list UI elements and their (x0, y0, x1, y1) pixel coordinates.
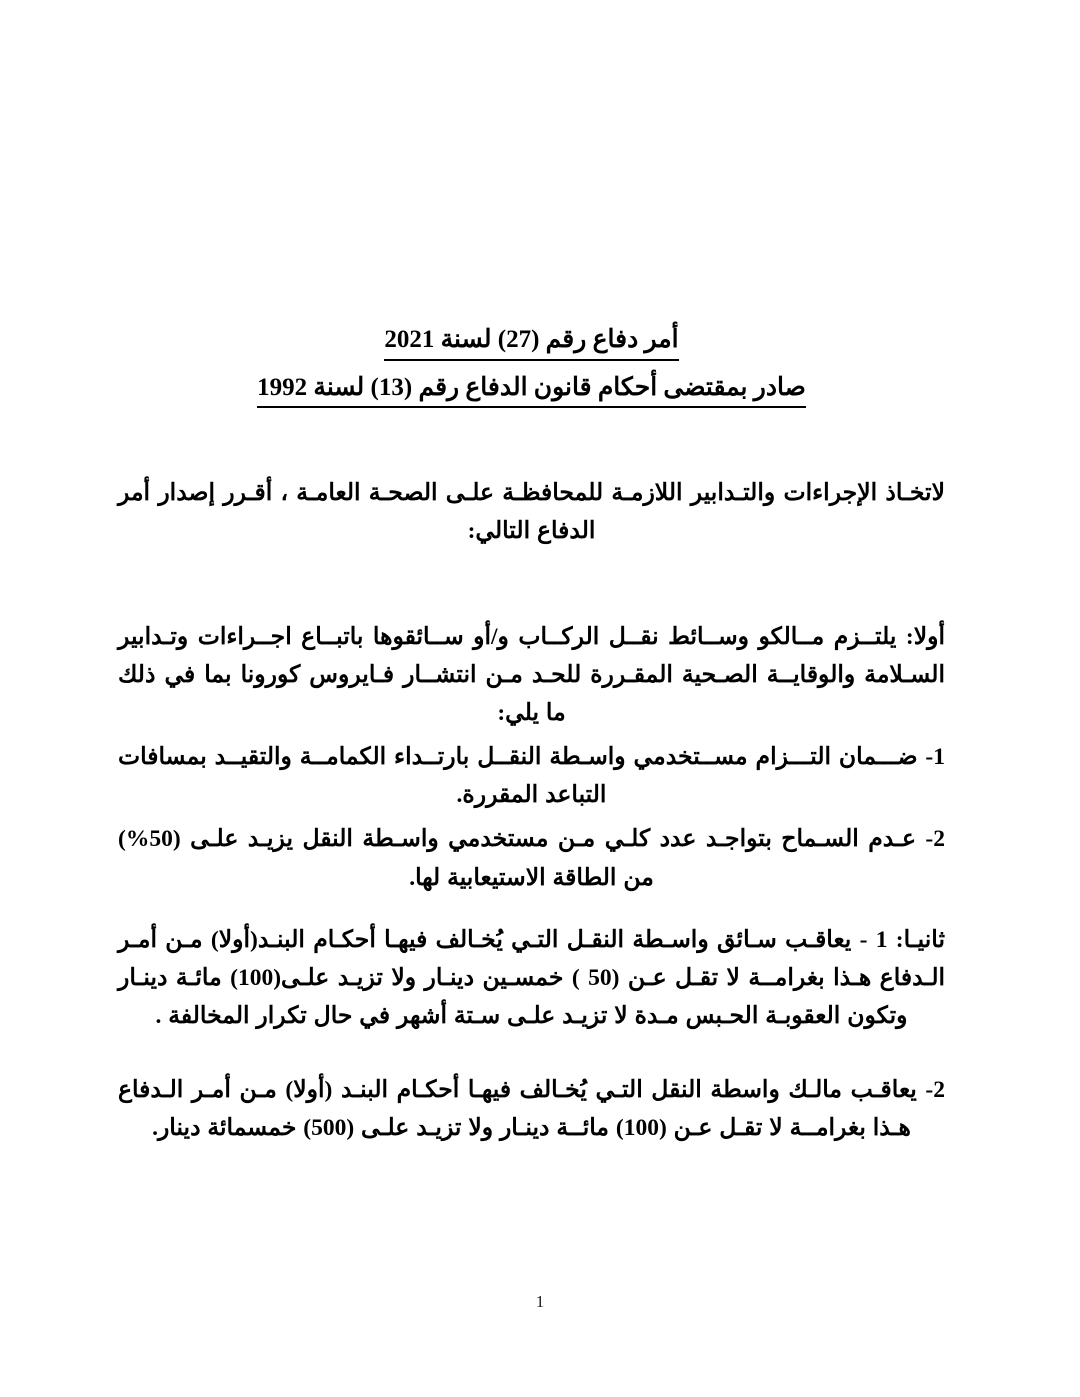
title-line-1 (118, 322, 945, 361)
title-line-1-text: أمر دفاع رقم (27) لسنة 2021 (384, 322, 678, 361)
section-first-item-2: 2- عـدم السـماح بتواجـد عدد كلـي مـن مستخدمي واسـطة النقل يزيـد علـى (50%) من الطاقة الاستيعابية لها. (118, 826, 945, 891)
document-body (118, 322, 945, 1147)
page-number: 1 (535, 1292, 545, 1311)
title-line-2-text: صادر بمقتضى أحكام قانون الدفاع رقم (13) لسنة 1992 (257, 370, 806, 409)
section-second-item-2: 2- يعاقـب مالـك واسطة النقل التـي يُخـالف فيهـا أحكـام البنـد (أولا) مـن أمـر الـدفاع هـذا بغرامــة لا تقـل عـن (100) مائــة دينـار ولا تزيـد علـى (500) خمسمائة دينار. (118, 1076, 945, 1141)
document-title (118, 322, 945, 408)
section-first-item-1: 1- ضـــمان التـــزام مســتخدمي واسـطة النقــل بارتــداء الكمامــة والتقيــد بمسافات التباعد المقررة. (118, 744, 945, 809)
intro-paragraph: لاتخـاذ الإجراءات والتـدابير اللازمـة للمحافظـة علـى الصحـة العامـة ، أقـرر إصدار أمر الدفاع التالي: (118, 480, 945, 545)
title-line-2 (118, 370, 945, 409)
section-first-heading: أولا: يلتــزم مــالكو وســائط نقــل الركــاب و/أو ســائقوها باتبــاع اجــراءات وتـدابير السـلامة والوقايــة الصـحية المقـررة للحـد مـن انتشــار فـايروس كورونا بما في ذلك ما يلي: (118, 624, 945, 727)
section-second-item-1: ثانيـا: 1 - يعاقـب سـائق واسـطة النقـل التـي يُخـالف فيهـا أحكـام البنـد(أولا) مـن أمـر الـدفاع هـذا بغرامــة لا تقـل عـن (50 ) خمسـين دينـار ولا تزيـد علـى(100) مائـة دينـار وتكون العقوبـة الحـبس مـدة لا تزيـد علـى سـتة أشهر في حال تكرار المخالفة . (118, 926, 946, 1029)
